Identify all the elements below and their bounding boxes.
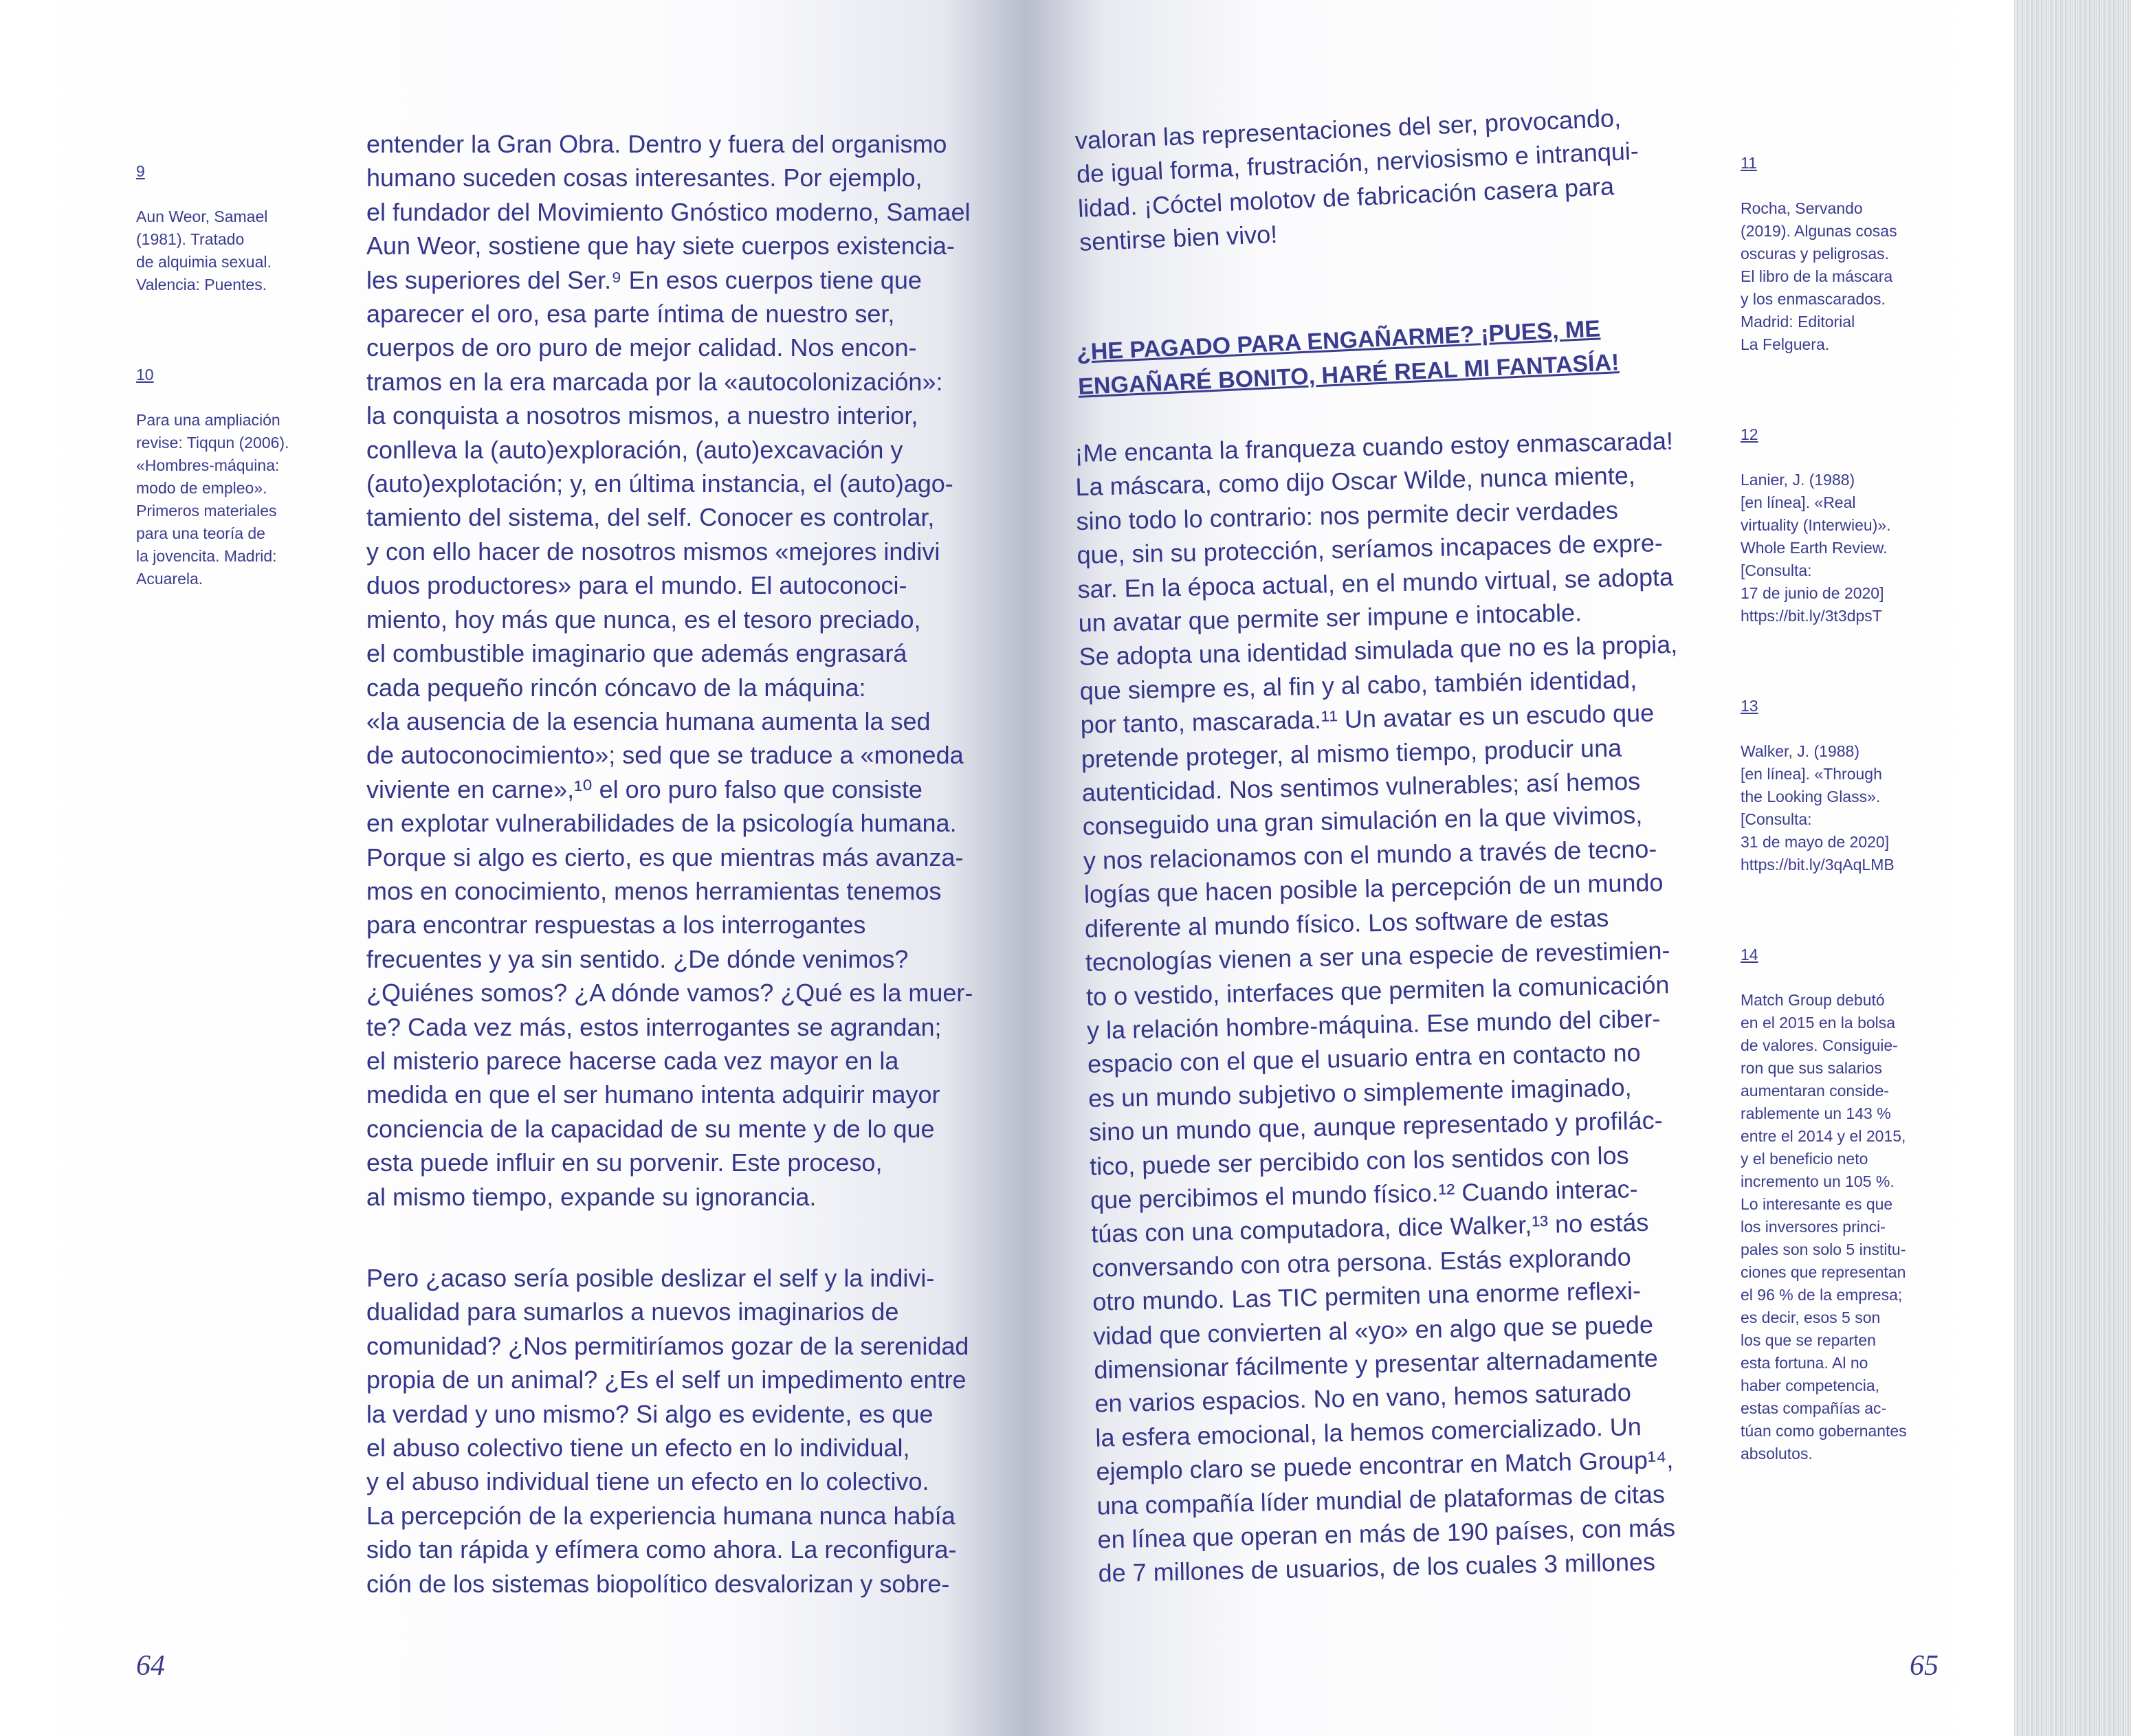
footnote-text: Aun Weor, Samael (1981). Tratado de alquimia sexual. Valencia: Puentes. <box>136 208 272 293</box>
footnote-10 <box>136 341 315 613</box>
footnote-number: 14 <box>1741 946 1758 964</box>
right-paragraph-1: valoran las representaciones del ser, provocando, de igual forma, frustración, nerviosismo e intranqui- lidad. ¡Cóctel molotov de fabricación casera para sentirse bien vivo! <box>1074 103 1639 257</box>
footnote-number: 10 <box>136 366 154 383</box>
footnote-text: Match Group debutó en el 2015 en la bolsa de valores. Consiguie- ron que sus salarios aumentaran conside- rablemente un 143 % entre el 2014 y el 2015, y el beneficio neto incremento un 105 %. Lo interesante es que los inversores princi- pales son solo 5 institu- ciones que representan el 96 % de la empresa; es decir, esos 5 son los que se reparten esta fortuna. Al no haber competencia, estas compañías ac- túan como gobernantes absolutos. <box>1741 991 1907 1462</box>
footnote-12 <box>1741 401 1947 650</box>
footnote-13 <box>1741 672 1947 899</box>
footnote-number: 11 <box>1741 154 1757 172</box>
footnote-number: 12 <box>1741 425 1758 443</box>
footnote-number: 9 <box>136 162 145 180</box>
left-paragraph-1: entender la Gran Obra. Dentro y fuera del organismo humano suceden cosas interesantes. Por ejemplo, el fundador del Movimiento Gnóstico moderno, Samael Aun Weor, sostiene que hay siete cuerpos existencia- les superiores del Ser.⁹ En esos cuerpos tiene que aparecer el oro, esa parte íntima de nuestro ser, cuerpos de oro puro de mejor calidad. Nos encon- tramos en la era marcada por la «autocolonización»: la conquista a nosotros mismos, a nuestro interior, conlleva la (auto)exploración, (auto)excavación y (auto)explotación; y, en última instancia, el (auto)ago- tamiento del sistema, del self. Conocer es controlar, y con ello hacer de nosotros mismos «mejores indivi duos productores» para el mundo. El autoconoci- miento, hoy más que nunca, es el tesoro preciado, el combustible imaginario que además engrasará cada pequeño rincón cóncavo de la máquina: «la ausencia de la esencia humana aumenta la sed de autoconocimiento»; sed que se traduce a «moneda viviente en carne»,¹⁰ el oro puro falso que consiste en explotar vulnerabilidades de la psicología humana. Porque si algo es cierto, es que mientras más avanza- mos en conocimiento, menos herramientas tenemos para encontrar respuestas a los interrogantes frecuentes y ya sin sentido. ¿De dónde venimos? ¿Quiénes somos? ¿A dónde vamos? ¿Qué es la muer- te? Cada vez más, estos interrogantes se agrandan; el misterio parece hacerse cada vez mayor en la medida en que el ser humano intenta adquirir mayor conciencia de la capacidad de su mente y de lo que esta puede influir en su porvenir. Este proceso, al mismo tiempo, expande su ignorancia. <box>366 130 973 1211</box>
right-paragraph-2: ¡Me encanta la franqueza cuando estoy enmascarada! La máscara, como dijo Oscar Wilde, nunca miente, sino todo lo contrario: nos permite decir verdades que, sin su protección, seríamos incapaces de expre- sar. En la época actual, en el mundo virtual, se adopta un avatar que permite ser impune e intocable. Se adopta una identidad simulada que no es la propia, que siempre es, al fin y al cabo, también identidad, por tanto, mascarada.¹¹ Un avatar es un escudo que pretende proteger, al mismo tiempo, producir una autenticidad. Nos sentimos vulnerables; así hemos conseguido una gran simulación en la que vivimos, y nos relacionamos con el mundo a través de tecno- logías que hacen posible la percepción de un mundo diferente al mundo físico. Los software de estas tecnologías vienen a ser una especie de revestimien- to o vestido, interfaces que permiten la comunicación y la relación hombre-máquina. Ese mundo del ciber- espacio con el que el usuario entra en contacto no es un mundo subjetivo o simplemente imaginado, sino un mundo que, aunque representado y profilác- tico, puede ser percibido con los sentidos con los que percibimos el mundo físico.¹² Cuando interac- túas con una computadora, dice Walker,¹³ no estás conversando con otra persona. Estás explorando otro mundo. Las TIC permiten una enorme reflexi- vidad que convierten al «yo» en algo que se puede dimensionar fácilmente y presentar alternadamente en varios espacios. No en vano, hemos saturado la esfera emocional, la hemos comercializado. Un ejemplo claro se puede encontrar en Match Group¹⁴, una compañía líder mundial de plataformas de citas en línea que operan en más de 190 países, con más de 7 millones de usuarios, de los cuales 3 millones <box>1074 426 1678 1588</box>
page-edges <box>2014 0 2131 1736</box>
section-heading: ¿HE PAGADO PARA ENGAÑARME? ¡PUES, ME ENGAÑARÉ BONITO, HARÉ REAL MI FANTASÍA! <box>1076 315 1620 400</box>
footnote-text: Lanier, J. (1988) [en línea]. «Real virtuality (Interwieu)». Whole Earth Review. [Consulta: 17 de junio de 2020] https://bit.ly/3t3dpsT <box>1741 471 1891 625</box>
left-paragraph-2: Pero ¿acaso sería posible deslizar el self y la indivi- dualidad para sumarlos a nuevos imaginarios de comunidad? ¿Nos permitiríamos gozar de la serenidad propia de un animal? ¿Es el self un impedimento entre la verdad y uno mismo? Si algo es evidente, es que el abuso colectivo tiene un efecto en lo individual, y el abuso individual tiene un efecto en lo colectivo. La percepción de la experiencia humana nunca había sido tan rápida y efímera como ahora. La reconfigura- ción de los sistemas biopolítico desvalorizan y sobre- <box>366 1264 969 1598</box>
footnote-9 <box>136 137 315 319</box>
footnote-number: 13 <box>1741 697 1758 715</box>
right-footnotes <box>1741 129 1947 1510</box>
footnote-text: Walker, J. (1988) [en línea]. «Through the Looking Glass». [Consulta: 31 de mayo de 2020] https://bit.ly/3qAqLMB <box>1741 742 1895 873</box>
left-footnotes <box>136 137 315 635</box>
page-number-right: 65 <box>1910 1650 1939 1682</box>
footnote-11 <box>1741 129 1947 379</box>
footnote-14 <box>1741 921 1947 1488</box>
footnote-text: Para una ampliación revise: Tiqqun (2006). «Hombres-máquina: modo de empleo». Primeros materiales para una teoría de la jovencita. Madrid: Acuarela. <box>136 411 289 588</box>
left-page <box>0 0 1024 1736</box>
footnote-text: Rocha, Servando (2019). Algunas cosas oscuras y peligrosas. El libro de la máscara y los enmascarados. Madrid: Editorial La Felguera. <box>1741 199 1897 353</box>
page-number-left: 64 <box>136 1650 165 1682</box>
